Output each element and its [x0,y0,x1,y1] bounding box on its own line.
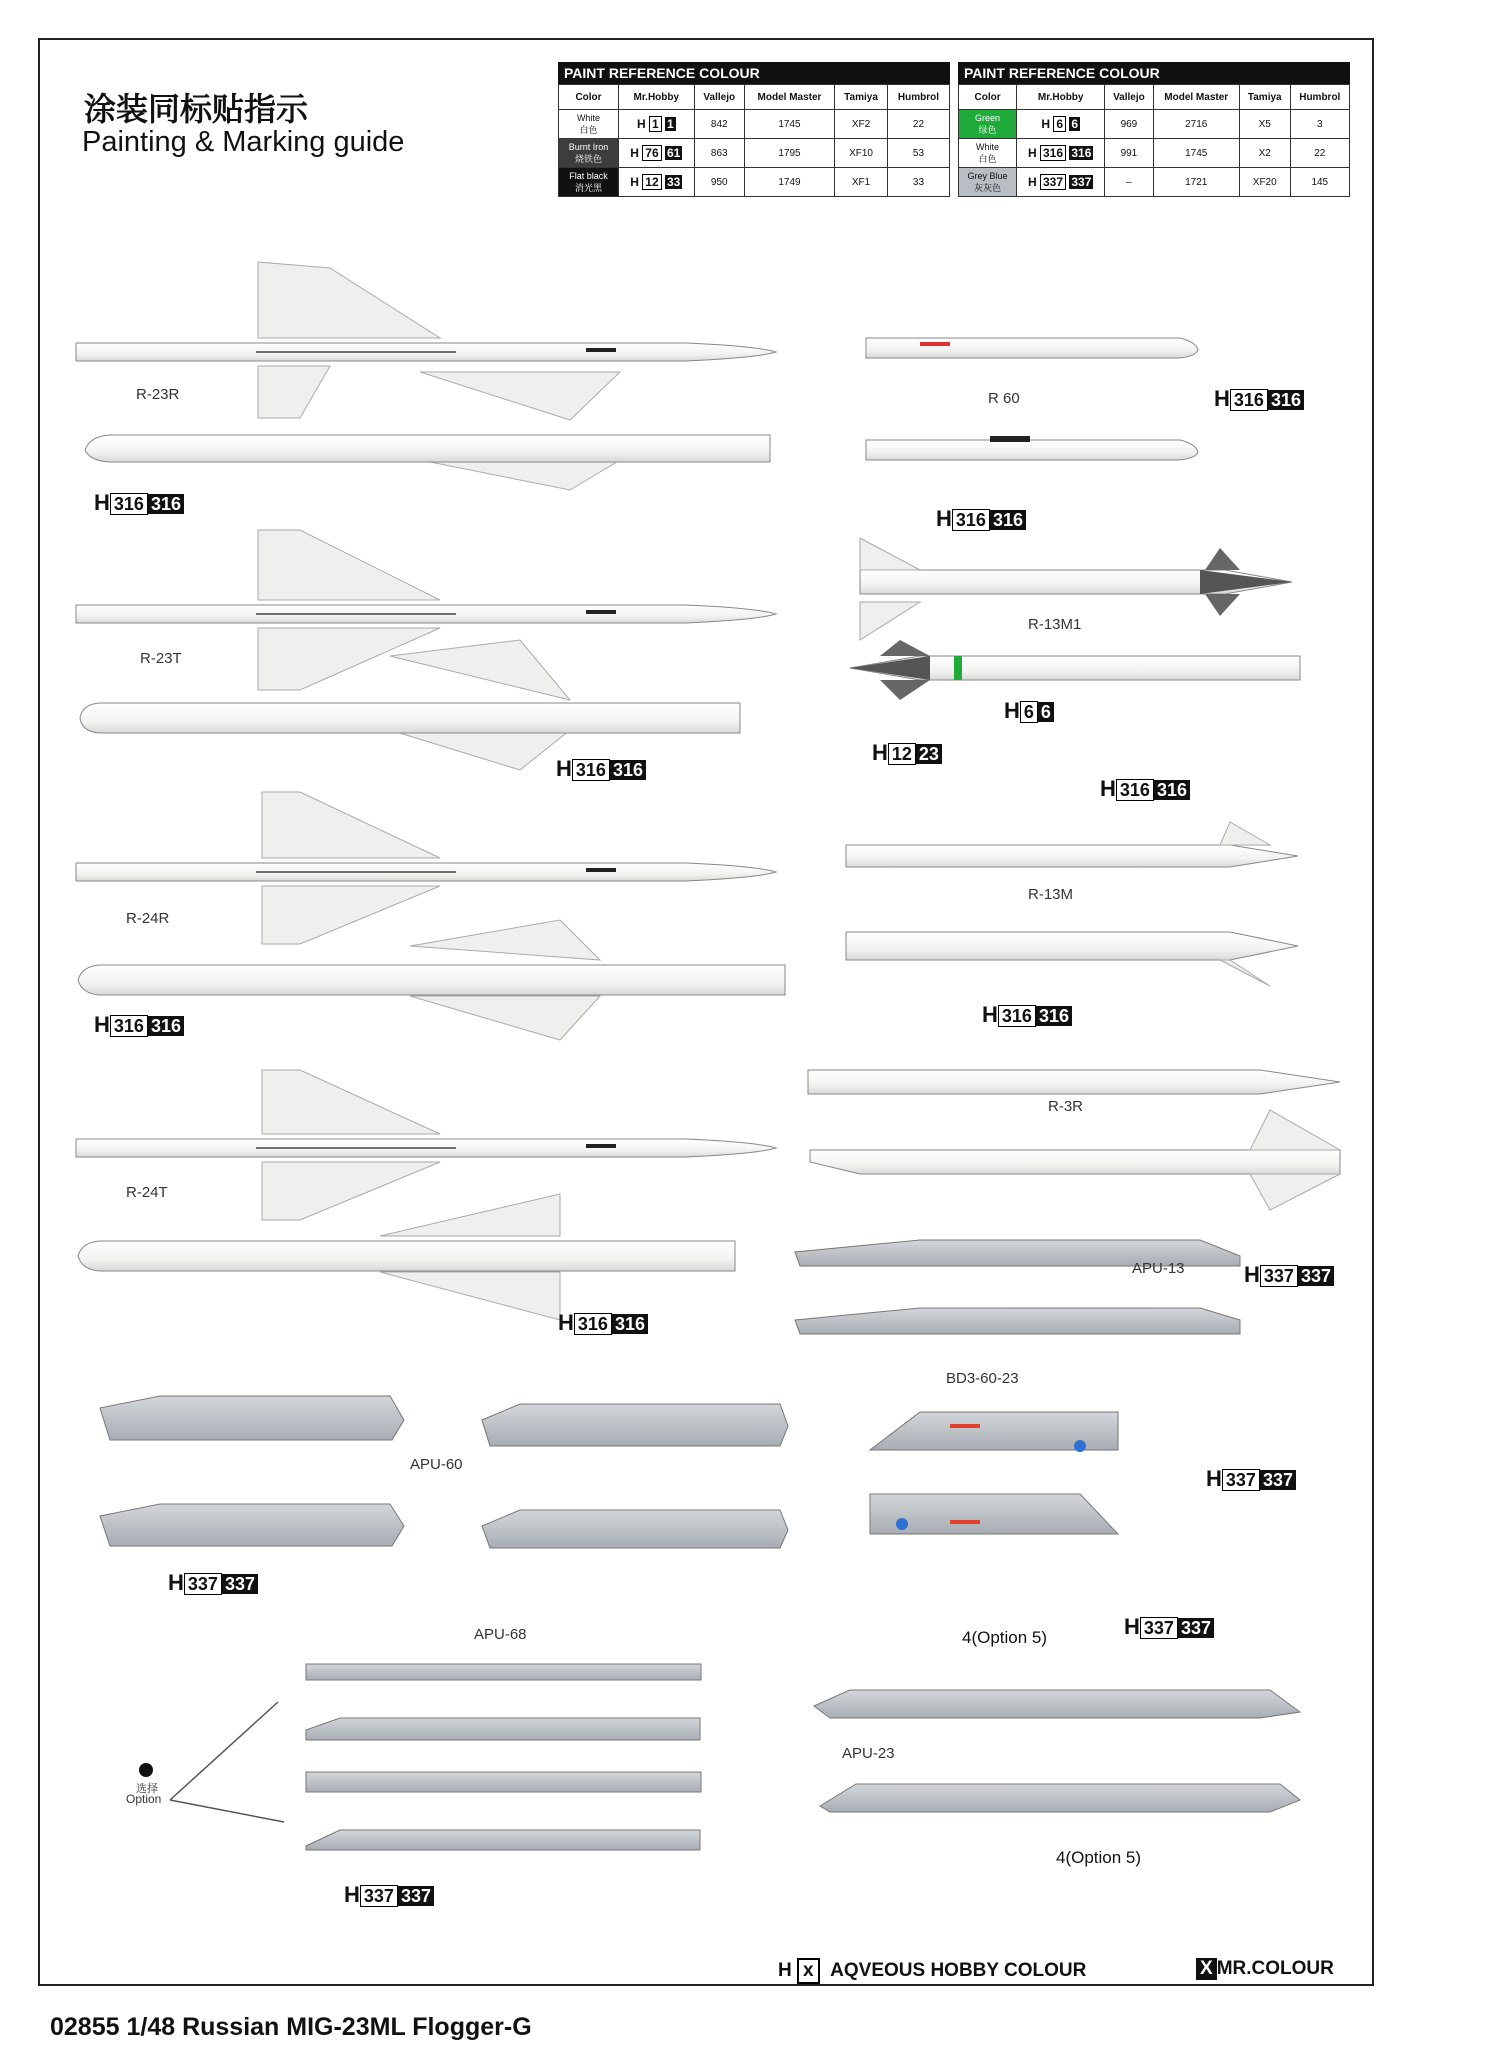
missile-r24r-top [76,792,776,944]
callout-h316-r24t: H 316 316 [558,1310,648,1336]
label-bd3: BD3-60-23 [946,1370,1019,1387]
vallejo-code: 863 [694,139,744,168]
humbrol-code: 22 [1290,139,1349,168]
humbrol-code: 33 [887,168,949,197]
color-name-cn: 灰灰色 [974,183,1002,193]
label-r24t: R-24T [126,1184,168,1201]
color-name: White [577,113,601,123]
color-name: Flat black [569,171,608,181]
color-name: White [976,142,1000,152]
label-apu68: APU-68 [474,1626,527,1643]
model-master-code: 2716 [1153,110,1239,139]
humbrol-code: 3 [1290,110,1349,139]
col-header: Tamiya [835,85,888,110]
callout-h6: H 6 6 [1004,698,1054,724]
color-name: Burnt Iron [568,142,609,152]
color-name-cn: 白色 [579,125,598,135]
col-header: Mr.Hobby [1017,85,1105,110]
missile-r24t-top [76,1070,776,1220]
col-header: Mr.Hobby [619,85,695,110]
missile-r13m [846,822,1298,986]
tamiya-code: XF10 [835,139,888,168]
label-r23r: R-23R [136,386,180,403]
callout-h337-apu60: H 337 337 [168,1570,258,1596]
legend-aqueous: H x AQVEOUS HOBBY COLOUR [778,1958,1086,1984]
missile-r24r-bottom [78,920,785,1040]
color-name-cn: 绿色 [978,125,997,135]
callout-h316-r24r: H 316 316 [94,1012,184,1038]
label-r13m1: R-13M1 [1028,616,1082,633]
model-master-code: 1721 [1153,168,1239,197]
tamiya-code: XF1 [835,168,888,197]
humbrol-code: 53 [887,139,949,168]
label-r13m: R-13M [1028,886,1074,903]
pylon-apu13 [795,1240,1240,1334]
callout-h337-apu13: H 337 337 [1244,1262,1334,1288]
tamiya-code: X2 [1239,139,1290,168]
mr-hobby-code: H 76 61 [619,139,695,168]
model-master-code: 1749 [744,168,834,197]
option5-label-bottom: 4(Option 5) [1056,1848,1142,1867]
color-name: Grey Blue [967,171,1008,181]
legend-mrcolour: X MR.COLOUR [1196,1958,1334,1980]
callout-h316-r60: H 316 316 [1214,386,1304,412]
callout-h316: H 316 316 [94,490,184,516]
paint-table-caption: PAINT REFERENCE COLOUR [558,62,950,84]
label-apu60: APU-60 [410,1456,463,1473]
col-header: Model Master [1153,85,1239,110]
missile-r24t-bottom [78,1194,735,1320]
col-header: Vallejo [694,85,744,110]
tamiya-code: XF2 [835,110,888,139]
option5-label-top: 4(Option 5) [962,1628,1048,1647]
color-name-cn: 消光黑 [575,183,603,193]
callout-h316-r13m: H 316 316 [1100,776,1190,802]
footer-model-title: 02855 1/48 Russian MIG-23ML Flogger-G [50,2013,532,2041]
callout-h12: H 12 23 [872,740,942,766]
model-master-code: 1795 [744,139,834,168]
tamiya-code: XF20 [1239,168,1290,197]
paint-table-caption: PAINT REFERENCE COLOUR [958,62,1350,84]
label-r60: R 60 [988,390,1020,407]
callout-h316-r13m1: H 316 316 [936,506,1026,532]
mr-hobby-code: H 316 316 [1017,139,1105,168]
col-header: Color [959,85,1017,110]
label-r24r: R-24R [126,910,170,927]
color-name-cn: 烧铁色 [575,154,603,164]
option-label-cn: 选择 [136,1783,158,1795]
callout-h337-apu23: H 337 337 [1124,1614,1214,1640]
title-chinese: 涂装同标贴指示 [84,90,309,128]
missile-r3r [808,1070,1500,1210]
vallejo-code: 842 [694,110,744,139]
option-label: Option [126,1792,162,1806]
color-name-cn: 白色 [978,154,997,164]
tamiya-code: X5 [1239,110,1290,139]
vallejo-code: 950 [694,168,744,197]
col-header: Model Master [744,85,834,110]
col-header: Vallejo [1105,85,1153,110]
mr-hobby-code: H 6 6 [1017,110,1105,139]
col-header: Humbrol [887,85,949,110]
callout-h316-r23t: H 316 316 [556,756,646,782]
vallejo-code: – [1105,168,1153,197]
model-master-code: 1745 [1153,139,1239,168]
humbrol-code: 22 [887,110,949,139]
model-master-code: 1745 [744,110,834,139]
missile-r23r-top [76,262,776,418]
mr-hobby-code: H 337 337 [1017,168,1105,197]
missile-r60 [866,338,1198,460]
col-header: Tamiya [1239,85,1290,110]
col-header: Humbrol [1290,85,1349,110]
vallejo-code: 991 [1105,139,1153,168]
mr-hobby-code: H 1 1 [619,110,695,139]
title-english: Painting & Marking guide [82,126,405,158]
label-r3r: R-3R [1048,1098,1084,1115]
missile-r23r-bottom [85,372,770,490]
mr-hobby-code: H 12 33 [619,168,695,197]
label-apu23: APU-23 [842,1745,895,1762]
col-header: Color [559,85,619,110]
callout-h337-bd3: H 337 337 [1206,1466,1296,1492]
pylon-apu68 [306,1664,701,1850]
callout-h337-apu68: H 337 337 [344,1882,434,1908]
color-name: Green [975,113,1001,123]
vallejo-code: 969 [1105,110,1153,139]
label-r23t: R-23T [140,650,182,667]
callout-h316-r3r: H 316 316 [982,1002,1072,1028]
pylon-bd3-60-23 [870,1412,1118,1534]
label-apu13: APU-13 [1132,1260,1185,1277]
option-bullet-icon [139,1763,153,1777]
humbrol-code: 145 [1290,168,1349,197]
